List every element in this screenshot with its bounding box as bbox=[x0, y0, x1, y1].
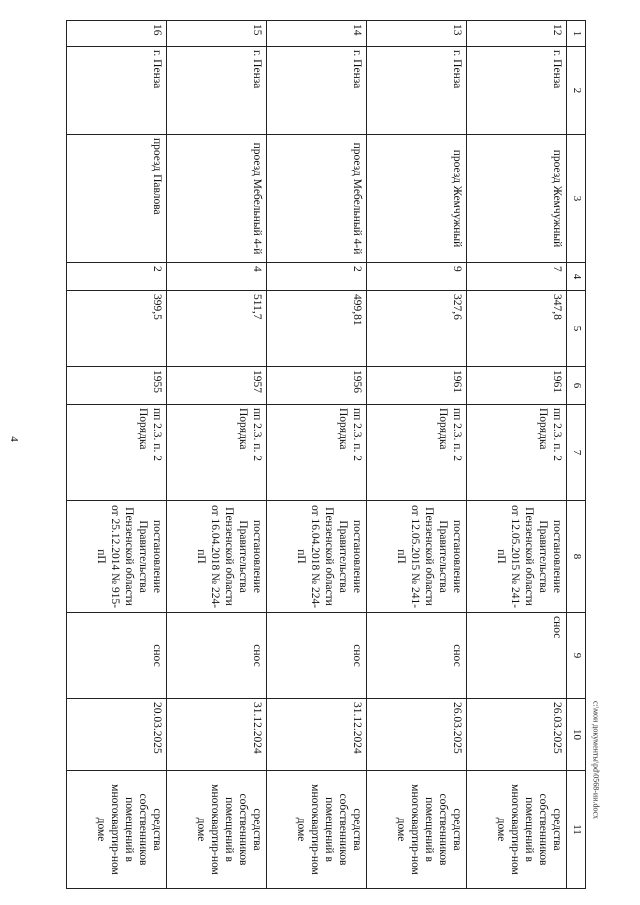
resolution-cell: постановление Правительства Пензенской области от 12.05.2015 № 241-пП bbox=[367, 501, 467, 613]
resolution-cell: постановление Правительства Пензенской области от 16.04.2018 № 224-пП bbox=[267, 501, 367, 613]
resolution-cell: постановление Правительства Пензенской области от 12.05.2015 № 241-пП bbox=[467, 501, 567, 613]
footer-file-path-text: c:\мои документы\pd\0568-ии.docx bbox=[591, 700, 601, 820]
header-cell: 6 bbox=[567, 367, 586, 405]
house-number-cell: 2 bbox=[267, 263, 367, 291]
year-cell: 1956 bbox=[267, 367, 367, 405]
header-cell: 10 bbox=[567, 699, 586, 771]
deadline-cell: 26.03.2025 bbox=[467, 699, 567, 771]
row-number-cell: 14 bbox=[267, 21, 367, 47]
header-cell: 3 bbox=[567, 135, 586, 263]
funding-cell: средства собственников помещений в многоквартир-ном доме bbox=[167, 771, 267, 889]
action-cell: снос bbox=[267, 613, 367, 699]
row-number-cell: 15 bbox=[167, 21, 267, 47]
registry-table-rotated bbox=[66, 20, 586, 888]
deadline-cell: 26.03.2025 bbox=[367, 699, 467, 771]
area-cell: 499,81 bbox=[267, 291, 367, 367]
action-cell: снос bbox=[67, 613, 167, 699]
header-cell: 2 bbox=[567, 47, 586, 135]
street-cell: проезд Мебельный 4-й bbox=[167, 135, 267, 263]
area-cell: 327,6 bbox=[367, 291, 467, 367]
table-row bbox=[167, 21, 267, 889]
funding-cell: средства собственников помещений в многоквартир-ном доме bbox=[367, 771, 467, 889]
city-cell: г. Пенза bbox=[267, 47, 367, 135]
deadline-cell: 20.03.2025 bbox=[67, 699, 167, 771]
house-number-cell: 2 bbox=[67, 263, 167, 291]
basis-cell: пп 2.3. п. 2 Порядка bbox=[367, 405, 467, 501]
funding-cell: средства собственников помещений в многоквартир-ном доме bbox=[67, 771, 167, 889]
year-cell: 1961 bbox=[367, 367, 467, 405]
table-row bbox=[67, 21, 167, 889]
basis-cell: пп 2.3. п. 2 Порядка bbox=[67, 405, 167, 501]
row-number-cell: 13 bbox=[367, 21, 467, 47]
action-cell: снос bbox=[467, 613, 567, 699]
header-cell: 9 bbox=[567, 613, 586, 699]
header-cell: 8 bbox=[567, 501, 586, 613]
header-cell: 1 bbox=[567, 21, 586, 47]
city-cell: г. Пенза bbox=[167, 47, 267, 135]
row-number-cell: 12 bbox=[467, 21, 567, 47]
year-cell: 1955 bbox=[67, 367, 167, 405]
street-cell: проезд Павлова bbox=[67, 135, 167, 263]
table-row bbox=[267, 21, 367, 889]
resolution-cell: постановление Правительства Пензенской области от 25.12.2014 № 915-пП bbox=[67, 501, 167, 613]
street-cell: проезд Жемчужный bbox=[367, 135, 467, 263]
city-cell: г. Пенза bbox=[367, 47, 467, 135]
year-cell: 1961 bbox=[467, 367, 567, 405]
area-cell: 347,8 bbox=[467, 291, 567, 367]
header-row bbox=[567, 21, 586, 889]
basis-cell: пп 2.3. п. 2 Порядка bbox=[267, 405, 367, 501]
street-cell: проезд Мебельный 4-й bbox=[267, 135, 367, 263]
funding-cell: средства собственников помещений в многоквартир-ном доме bbox=[267, 771, 367, 889]
action-cell: снос bbox=[167, 613, 267, 699]
table-row bbox=[367, 21, 467, 889]
row-number-cell: 16 bbox=[67, 21, 167, 47]
funding-cell: средства собственников помещений в многоквартир-ном доме bbox=[467, 771, 567, 889]
house-number-cell: 4 bbox=[167, 263, 267, 291]
area-cell: 511,7 bbox=[167, 291, 267, 367]
basis-cell: пп 2.3. п. 2 Порядка bbox=[467, 405, 567, 501]
table-row bbox=[467, 21, 567, 889]
header-cell: 4 bbox=[567, 263, 586, 291]
page-number-text: 4 bbox=[8, 436, 20, 442]
header-cell: 11 bbox=[567, 771, 586, 889]
area-cell: 399,5 bbox=[67, 291, 167, 367]
header-cell: 5 bbox=[567, 291, 586, 367]
resolution-cell: постановление Правительства Пензенской области от 16.04.2018 № 224-пП bbox=[167, 501, 267, 613]
year-cell: 1957 bbox=[167, 367, 267, 405]
header-cell: 7 bbox=[567, 405, 586, 501]
registry-table bbox=[66, 20, 586, 889]
deadline-cell: 31.12.2024 bbox=[167, 699, 267, 771]
house-number-cell: 7 bbox=[467, 263, 567, 291]
registry-table-container bbox=[66, 20, 586, 888]
action-cell: снос bbox=[367, 613, 467, 699]
city-cell: г. Пенза bbox=[67, 47, 167, 135]
city-cell: г. Пенза bbox=[467, 47, 567, 135]
street-cell: проезд Жемчужный bbox=[467, 135, 567, 263]
basis-cell: пп 2.3. п. 2 Порядка bbox=[167, 405, 267, 501]
deadline-cell: 31.12.2024 bbox=[267, 699, 367, 771]
house-number-cell: 9 bbox=[367, 263, 467, 291]
